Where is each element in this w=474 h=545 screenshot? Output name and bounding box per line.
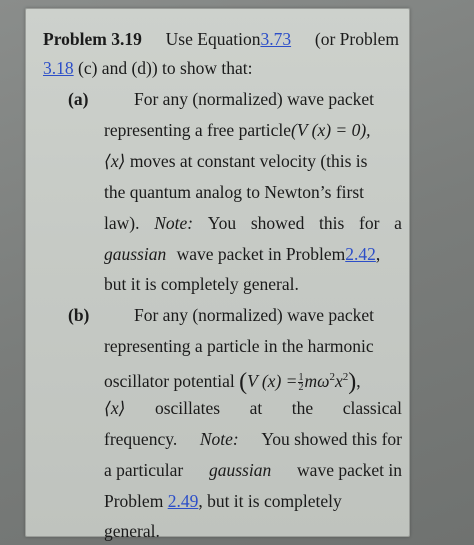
part-b-line-6: a particular gaussian wave packet in (104, 460, 402, 480)
problem-header-line-2 (43, 57, 252, 79)
part-a-line-2: representing a free particle(V (x) = 0), (104, 120, 371, 140)
part-b-line-8: general. (104, 521, 160, 541)
part-a-label: (a) (68, 89, 89, 109)
part-a-line-5: law). Note: You showed this for a (104, 213, 402, 233)
part-a-line-3: ⟨x⟩ moves at constant velocity (this is (104, 151, 368, 171)
free-particle-potential: (V (x) = 0), (291, 120, 371, 140)
problem-2-49-link[interactable]: 2.49 (167, 491, 199, 511)
one-half-fraction: $\frac{1}{2}$ (298, 372, 304, 394)
part-a-line-4: the quantum analog to Newton’s first (104, 182, 365, 202)
part-a-line-7: but it is completely general. (104, 274, 299, 294)
note-label: Note: (154, 213, 194, 233)
problem-intro-2: (or Problem (314, 29, 399, 49)
part-b-line-7: Problem 2.49, but it is completely (104, 491, 342, 511)
part-b-line-3: oscillator potential (V (x) = $\frac{1}{2}$ $m\omega^2x^2$), (104, 368, 361, 395)
part-b-line-1: For any (normalized) wave packet (134, 305, 375, 325)
part-a-line-6: gaussian wave packet in Problem2.42, (104, 244, 381, 264)
problem-link[interactable]: 3.18 (43, 58, 74, 78)
part-b-line-5: frequency. Note: You showed this for (104, 429, 402, 449)
part-b-line-2: representing a particle in the harmonic (104, 336, 374, 356)
problem-header-line (43, 28, 399, 50)
harmonic-potential: (V (x) = $\frac{1}{2}$ $m\omega^2x^2$), (239, 368, 361, 395)
problem-intro: Use Equation3.73 (165, 29, 292, 49)
expectation-x: ⟨x⟩ (104, 151, 126, 171)
problem-title: Problem 3.19 (43, 29, 142, 49)
equation-link[interactable]: 3.73 (260, 29, 292, 49)
note-label-b: Note: (199, 429, 239, 449)
part-a-line-1: For any (normalized) wave packet (134, 89, 375, 109)
problem-2-42-link[interactable]: 2.42 (345, 244, 376, 264)
textbook-problem-card (25, 8, 410, 541)
part-b-label: (b) (68, 305, 90, 325)
problem-intro-3: (c) and (d)) to show that: (78, 58, 253, 78)
part-b-line-4: ⟨x⟩ oscillates at the classical (104, 398, 402, 418)
